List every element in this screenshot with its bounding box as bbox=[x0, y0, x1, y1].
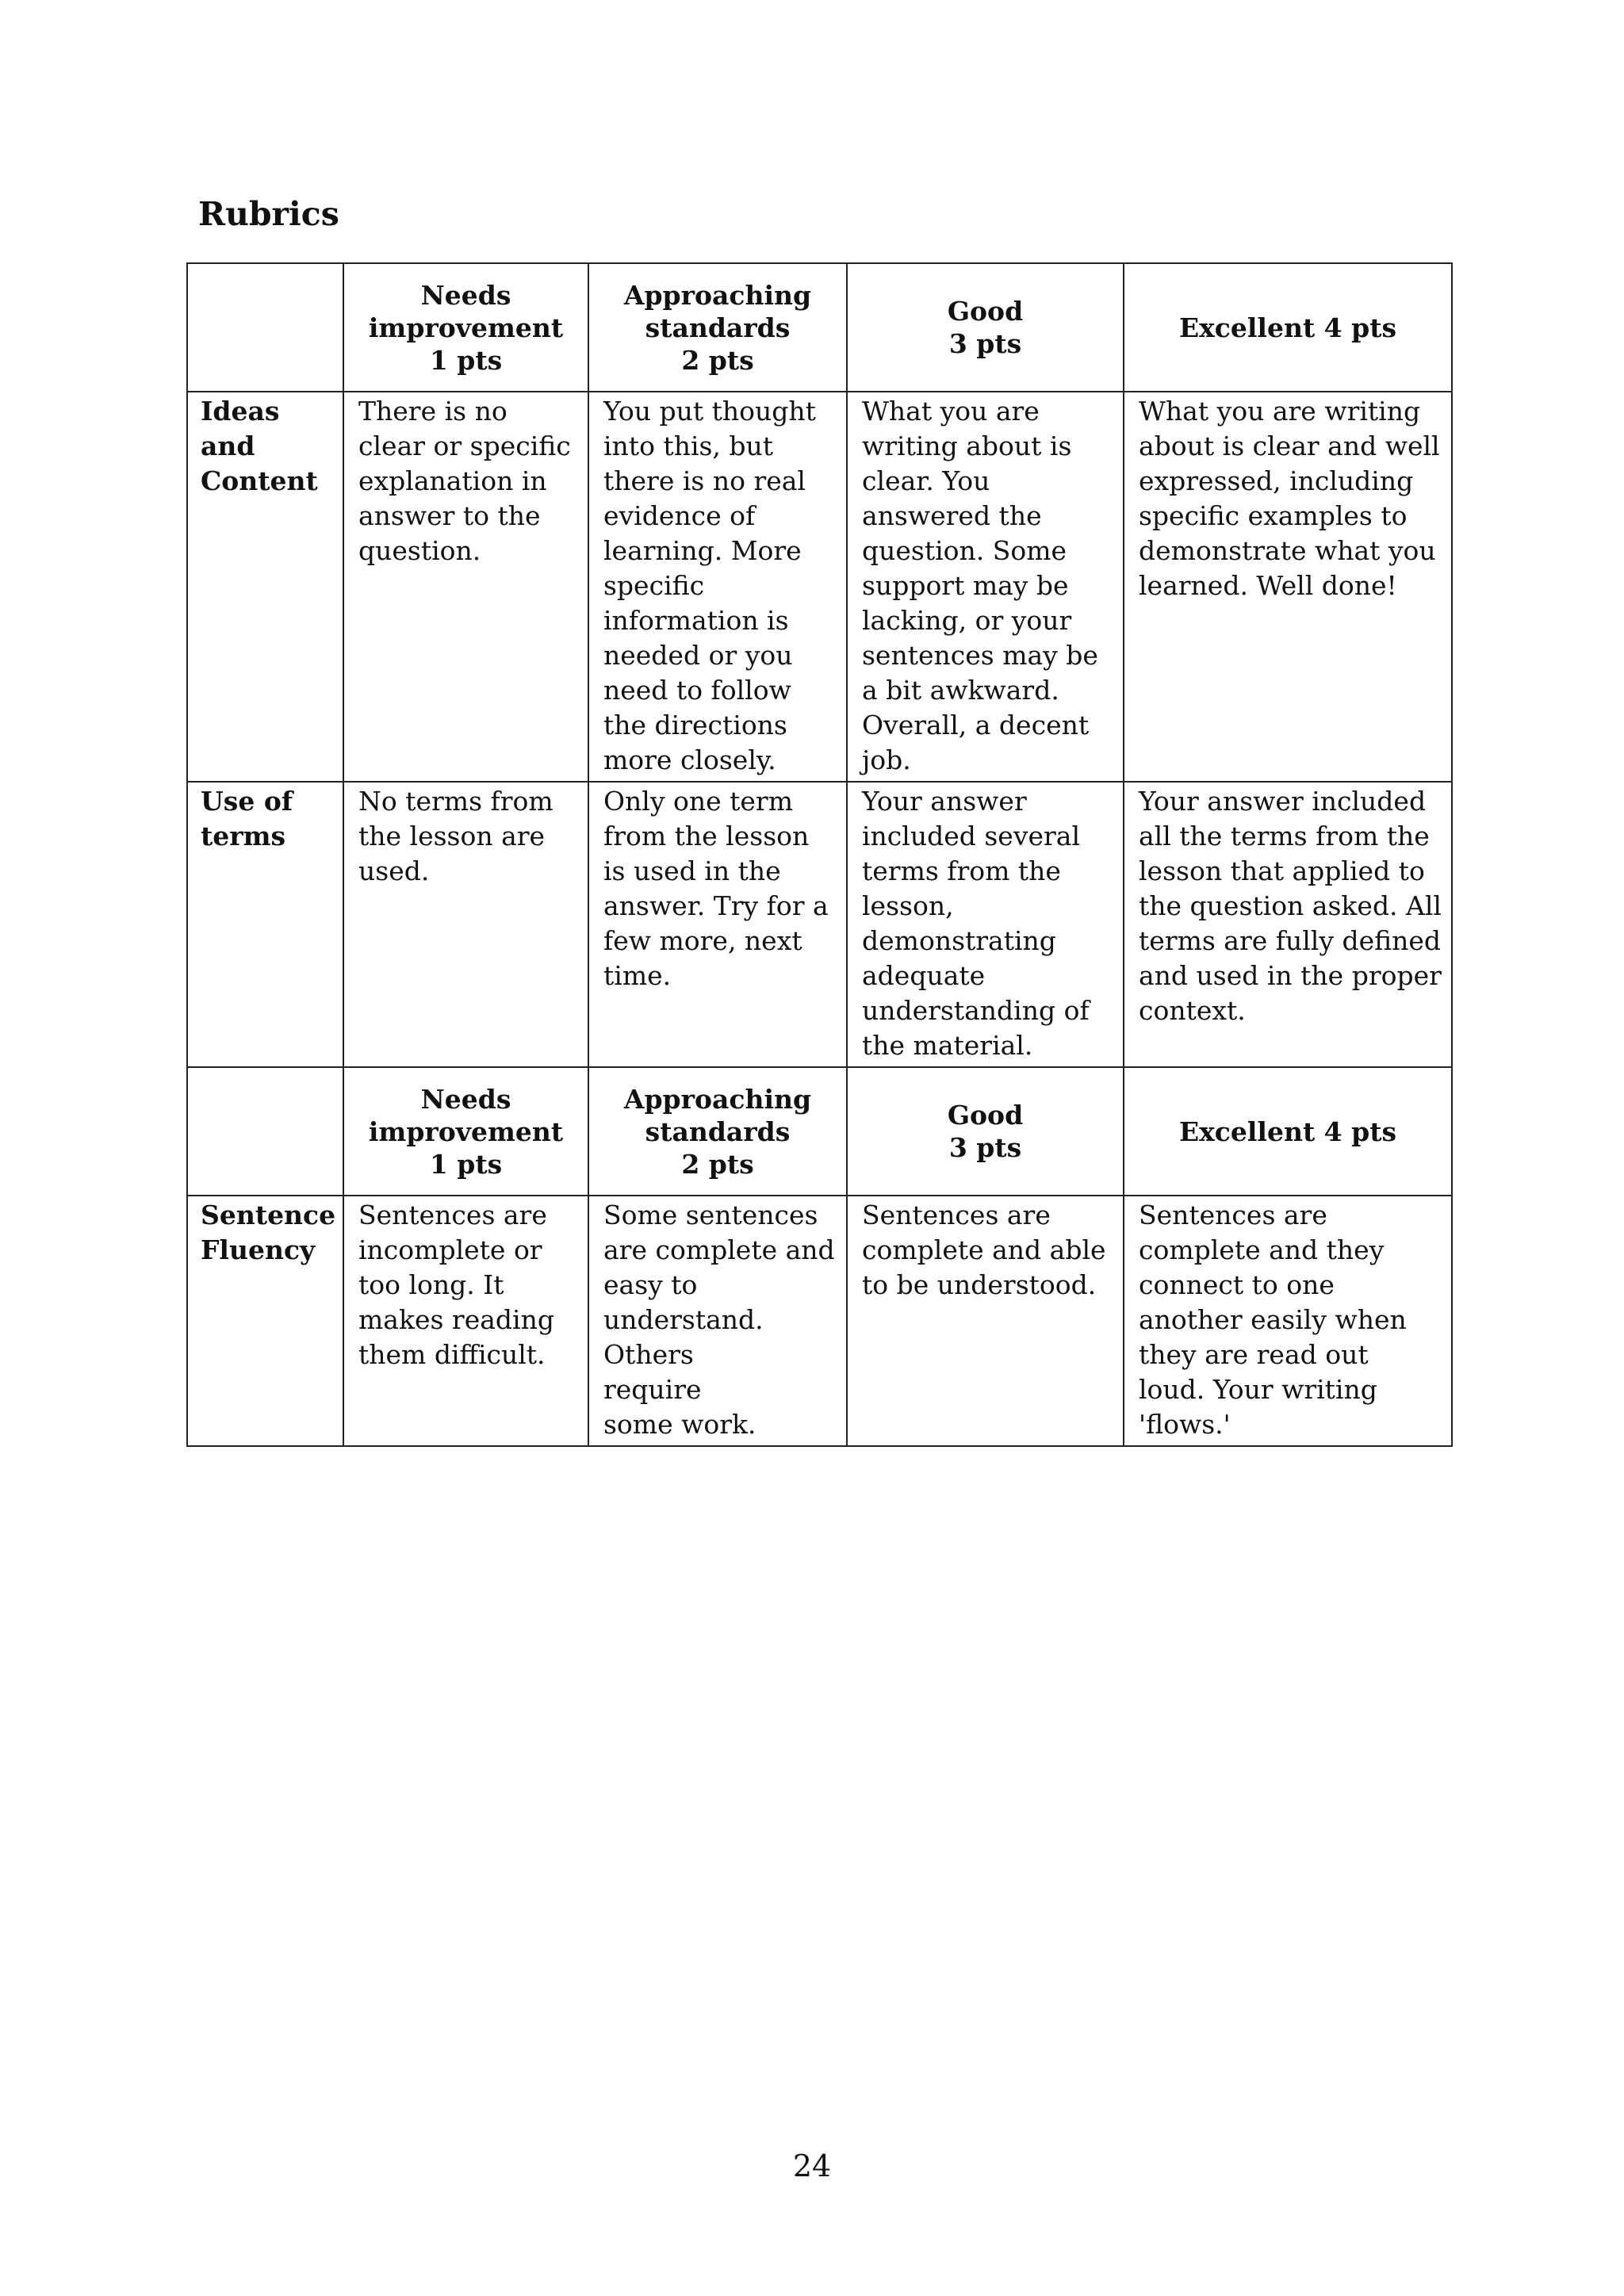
page-number: 24 bbox=[792, 2149, 832, 2183]
header-good: Good 3 pts bbox=[847, 263, 1124, 392]
row-label-ideas-and-content: Ideas and Content bbox=[187, 392, 343, 782]
cell-fluency-needs-improvement: Sentences are incomplete or too long. It makes reading them difficult. bbox=[343, 1196, 588, 1446]
cell-ideas-needs-improvement: There is no clear or specific explanation in answer to the question. bbox=[343, 392, 588, 782]
row-label-sentence-fluency: Sentence Fluency bbox=[187, 1196, 343, 1446]
rubric-table bbox=[186, 262, 1453, 1447]
cell-terms-needs-improvement: No terms from the lesson are used. bbox=[343, 782, 588, 1067]
cell-terms-good: Your answer included several terms from the lesson, demonstrating adequate understanding of the material. bbox=[847, 782, 1124, 1067]
header-row bbox=[187, 263, 1452, 392]
cell-ideas-excellent: What you are writing about is clear and well expressed, including specific examples to demonstrate what you learned. Well done! bbox=[1124, 392, 1452, 782]
corner-cell-repeat bbox=[187, 1067, 343, 1196]
header-needs-improvement: Needs improvement 1 pts bbox=[343, 263, 588, 392]
header-row-repeat bbox=[187, 1067, 1452, 1196]
cell-ideas-good: What you are writing about is clear. You answered the question. Some support may be lacking, or your sentences may be a bit awkward. Overall, a decent job. bbox=[847, 392, 1124, 782]
cell-terms-excellent: Your answer included all the terms from the lesson that applied to the question asked. All terms are fully defined and used in the proper context. bbox=[1124, 782, 1452, 1067]
header-needs-improvement-repeat: Needs improvement 1 pts bbox=[343, 1067, 588, 1196]
corner-cell bbox=[187, 263, 343, 392]
cell-fluency-excellent: Sentences are complete and they connect to one another easily when they are read out loud. Your writing 'flows.' bbox=[1124, 1196, 1452, 1446]
cell-terms-approaching-standards: Only one term from the lesson is used in the answer. Try for a few more, next time. bbox=[588, 782, 847, 1067]
page-title: Rubrics bbox=[198, 195, 339, 233]
cell-fluency-good: Sentences are complete and able to be understood. bbox=[847, 1196, 1124, 1446]
row-label-use-of-terms: Use of terms bbox=[187, 782, 343, 1067]
cell-fluency-approaching-standards: Some sentences are complete and easy to understand. Others require some work. bbox=[588, 1196, 847, 1446]
header-approaching-standards: Approaching standards 2 pts bbox=[588, 263, 847, 392]
header-good-repeat: Good 3 pts bbox=[847, 1067, 1124, 1196]
header-approaching-standards-repeat: Approaching standards 2 pts bbox=[588, 1067, 847, 1196]
row-use-of-terms bbox=[187, 782, 1452, 1067]
row-ideas-and-content bbox=[187, 392, 1452, 782]
row-sentence-fluency bbox=[187, 1196, 1452, 1446]
header-excellent: Excellent 4 pts bbox=[1124, 263, 1452, 392]
cell-ideas-approaching-standards: You put thought into this, but there is no real evidence of learning. More specific information is needed or you need to follow the directions more closely. bbox=[588, 392, 847, 782]
header-excellent-repeat: Excellent 4 pts bbox=[1124, 1067, 1452, 1196]
